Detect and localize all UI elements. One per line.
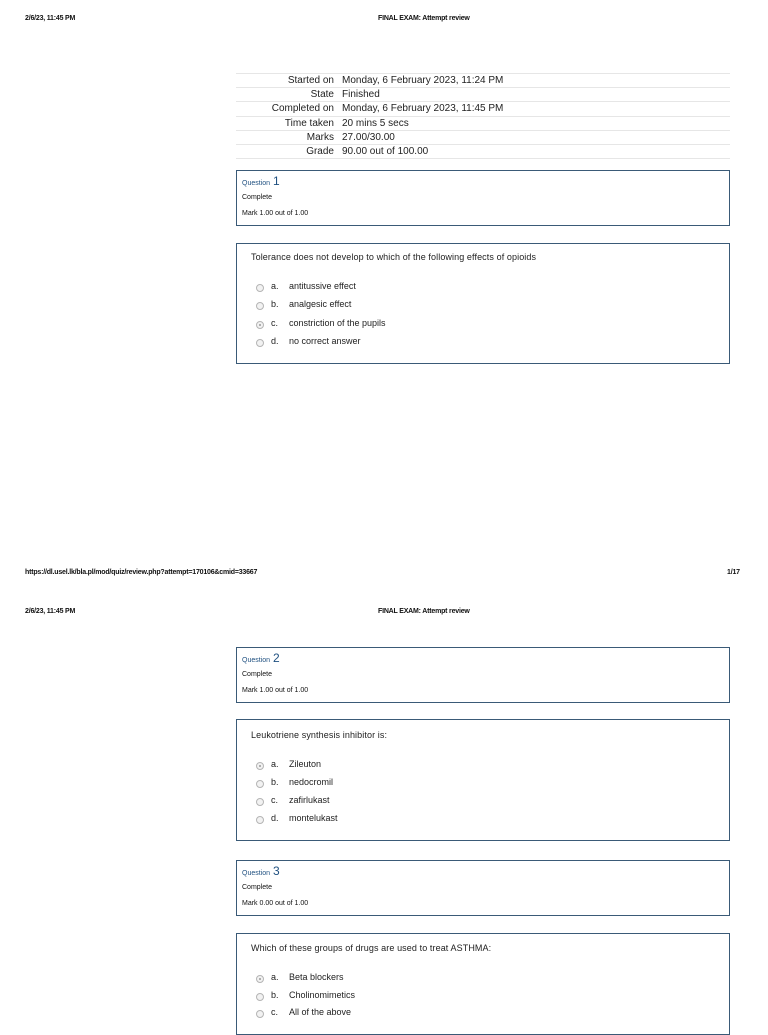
summary-row-completed (236, 102, 730, 116)
radio-button[interactable] (256, 816, 264, 824)
radio-button[interactable] (256, 993, 264, 1001)
summary-label: Time taken (236, 116, 342, 130)
summary-value: 27.00/30.00 (342, 130, 730, 144)
print-title: FINAL EXAM: Attempt review (378, 608, 470, 615)
option-letter: a. (271, 972, 279, 982)
radio-button-selected[interactable] (256, 321, 264, 329)
question-state: Complete (242, 671, 272, 678)
attempt-summary-table (236, 73, 730, 159)
summary-row-started (236, 74, 730, 88)
radio-button[interactable] (256, 339, 264, 347)
option-text: analgesic effect (289, 299, 352, 309)
option-letter: b. (271, 990, 279, 1000)
summary-label: State (236, 88, 342, 102)
option-letter: c. (271, 795, 279, 805)
question-mark: Mark 1.00 out of 1.00 (242, 210, 309, 217)
option-letter: b. (271, 777, 279, 787)
question-2-info (236, 647, 730, 703)
option-text: Zileuton (289, 759, 322, 769)
page-number: 1/17 (727, 569, 740, 576)
summary-row-grade (236, 144, 730, 158)
option-letter: d. (271, 813, 279, 823)
question-number: Question 2 (242, 651, 280, 665)
option-text: Cholinomimetics (289, 990, 356, 1000)
question-number: Question 1 (242, 174, 280, 188)
option-letter: a. (271, 759, 279, 769)
option-text: montelukast (289, 813, 338, 823)
summary-row-time-taken (236, 116, 730, 130)
question-3-info (236, 860, 730, 916)
radio-button[interactable] (256, 798, 264, 806)
option-text: antitussive effect (289, 281, 356, 291)
print-date: 2/6/23, 11:45 PM (25, 608, 76, 615)
question-mark: Mark 0.00 out of 1.00 (242, 900, 309, 907)
summary-label: Marks (236, 130, 342, 144)
summary-value: 90.00 out of 100.00 (342, 144, 730, 158)
radio-button[interactable] (256, 302, 264, 310)
option-text: nedocromil (289, 777, 334, 787)
summary-value: Monday, 6 February 2023, 11:24 PM (342, 74, 730, 88)
radio-button-selected[interactable] (256, 762, 264, 770)
option-letter: c. (271, 1007, 279, 1017)
question-2-content (236, 719, 730, 841)
question-3-content (236, 933, 730, 1035)
option-text: zafirlukast (289, 795, 330, 805)
question-text: Tolerance does not develop to which of the following effects of opioids (251, 252, 537, 262)
option-text: All of the above (289, 1007, 352, 1017)
option-letter: d. (271, 336, 279, 346)
radio-button-selected[interactable] (256, 975, 264, 983)
summary-label: Started on (236, 74, 342, 88)
summary-row-state (236, 88, 730, 102)
radio-button[interactable] (256, 1010, 264, 1018)
summary-value: 20 mins 5 secs (342, 116, 730, 130)
option-text: constriction of the pupils (289, 318, 386, 328)
radio-button[interactable] (256, 780, 264, 788)
option-letter: c. (271, 318, 279, 328)
option-letter: b. (271, 299, 279, 309)
question-mark: Mark 1.00 out of 1.00 (242, 687, 309, 694)
question-number: Question 3 (242, 864, 280, 878)
question-state: Complete (242, 194, 272, 201)
option-text: Beta blockers (289, 972, 344, 982)
question-text: Leukotriene synthesis inhibitor is: (251, 730, 388, 740)
summary-value: Finished (342, 88, 730, 102)
question-1-content (236, 243, 730, 364)
summary-label: Completed on (236, 102, 342, 116)
radio-button[interactable] (256, 284, 264, 292)
page-url: https://dl.usel.lk/bla.pl/mod/quiz/review.php?attempt=170106&cmid=33667 (25, 569, 258, 576)
summary-label: Grade (236, 144, 342, 158)
option-letter: a. (271, 281, 279, 291)
question-text: Which of these groups of drugs are used to treat ASTHMA: (251, 943, 492, 953)
option-text: no correct answer (289, 336, 361, 346)
summary-value: Monday, 6 February 2023, 11:45 PM (342, 102, 730, 116)
question-1-info (236, 170, 730, 226)
print-title: FINAL EXAM: Attempt review (378, 15, 470, 22)
print-date: 2/6/23, 11:45 PM (25, 15, 76, 22)
summary-row-marks (236, 130, 730, 144)
question-state: Complete (242, 884, 272, 891)
